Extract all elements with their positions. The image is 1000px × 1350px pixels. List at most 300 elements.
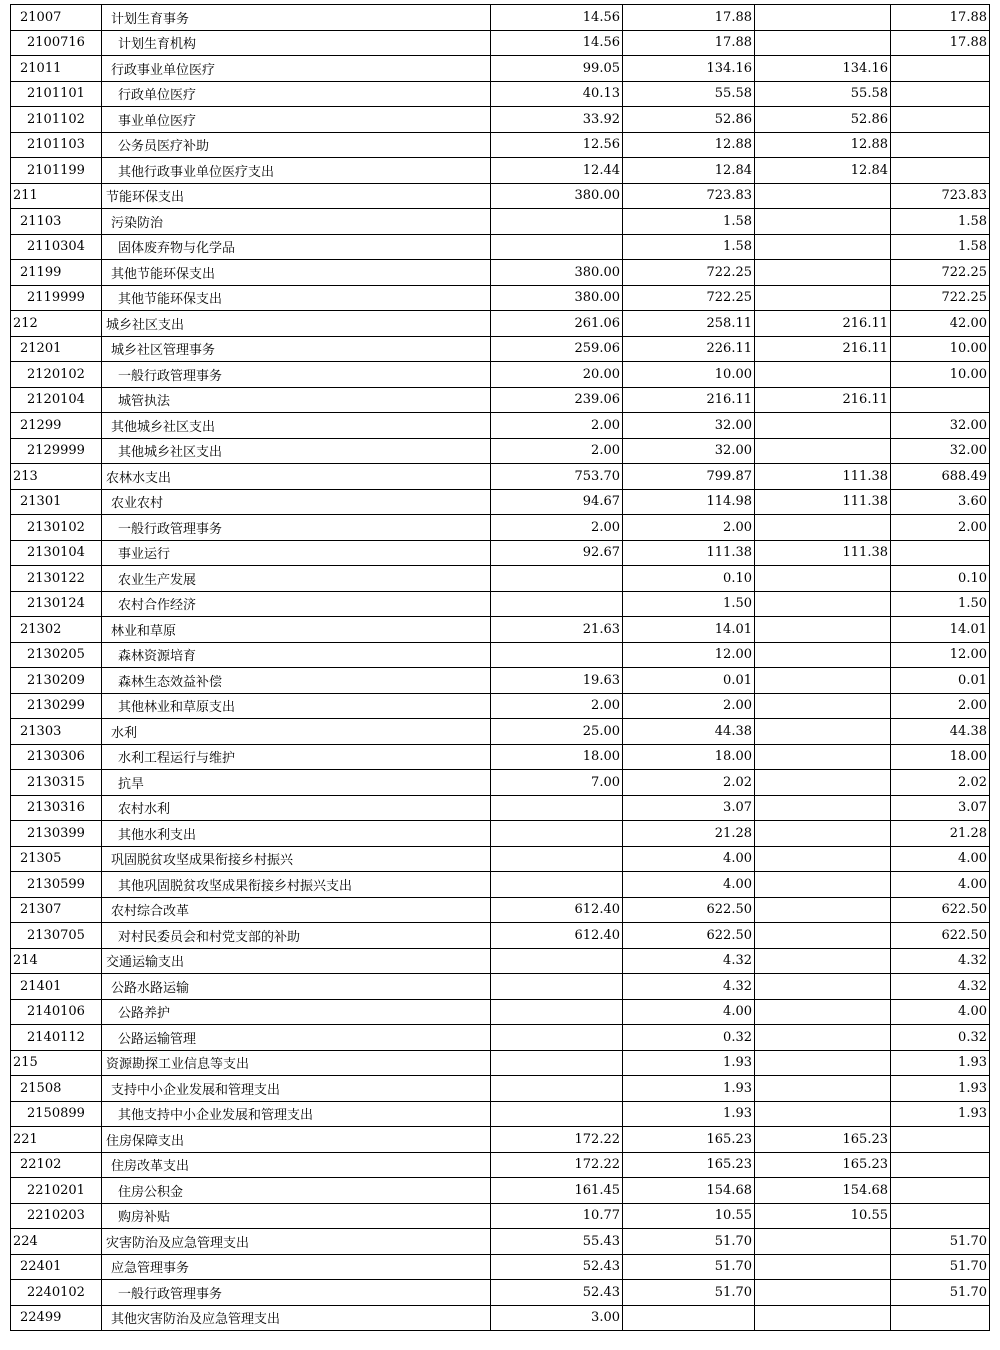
table-row [11, 515, 990, 541]
table-row [11, 183, 990, 209]
code-cell: 2100716 [11, 30, 102, 56]
item-name-cell: 抗旱 [102, 770, 491, 796]
code-cell: 22102 [11, 1152, 102, 1178]
project-expenditure-cell [891, 1178, 990, 1204]
item-name-cell: 农业生产发展 [102, 566, 491, 592]
table-row [11, 1152, 990, 1178]
table-row [11, 234, 990, 260]
basic-expenditure-cell [755, 209, 891, 235]
basic-expenditure-cell [755, 591, 891, 617]
basic-expenditure-cell: 10.55 [755, 1203, 891, 1229]
item-name-cell: 灾害防治及应急管理支出 [102, 1229, 491, 1255]
last-year-amount-cell [491, 566, 623, 592]
last-year-amount-cell [491, 1025, 623, 1051]
code-cell: 2150899 [11, 1101, 102, 1127]
table-row [11, 897, 990, 923]
code-cell: 22401 [11, 1254, 102, 1280]
basic-expenditure-cell [755, 362, 891, 388]
table-row [11, 770, 990, 796]
basic-expenditure-cell: 165.23 [755, 1152, 891, 1178]
table-row [11, 846, 990, 872]
basic-expenditure-cell [755, 693, 891, 719]
current-amount-cell: 17.88 [623, 5, 755, 31]
current-amount-cell: 17.88 [623, 30, 755, 56]
table-row [11, 489, 990, 515]
table-row [11, 1127, 990, 1153]
item-name-cell: 其他巩固脱贫攻坚成果衔接乡村振兴支出 [102, 872, 491, 898]
code-cell: 22499 [11, 1305, 102, 1331]
table-row [11, 438, 990, 464]
table-row [11, 974, 990, 1000]
current-amount-cell: 114.98 [623, 489, 755, 515]
current-amount-cell: 1.93 [623, 1076, 755, 1102]
basic-expenditure-cell [755, 234, 891, 260]
code-cell: 221 [11, 1127, 102, 1153]
current-amount-cell: 10.00 [623, 362, 755, 388]
last-year-amount-cell: 33.92 [491, 107, 623, 133]
code-cell: 21103 [11, 209, 102, 235]
code-cell: 2119999 [11, 285, 102, 311]
project-expenditure-cell: 723.83 [891, 183, 990, 209]
last-year-amount-cell: 261.06 [491, 311, 623, 337]
last-year-amount-cell [491, 974, 623, 1000]
basic-expenditure-cell: 111.38 [755, 540, 891, 566]
basic-expenditure-cell: 134.16 [755, 56, 891, 82]
item-name-cell: 公路养护 [102, 999, 491, 1025]
item-name-cell: 事业单位医疗 [102, 107, 491, 133]
basic-expenditure-cell [755, 438, 891, 464]
last-year-amount-cell: 172.22 [491, 1152, 623, 1178]
project-expenditure-cell: 4.32 [891, 974, 990, 1000]
table-row [11, 260, 990, 286]
basic-expenditure-cell: 165.23 [755, 1127, 891, 1153]
current-amount-cell: 1.93 [623, 1101, 755, 1127]
last-year-amount-cell [491, 846, 623, 872]
project-expenditure-cell: 51.70 [891, 1229, 990, 1255]
project-expenditure-cell: 2.00 [891, 515, 990, 541]
current-amount-cell: 12.84 [623, 158, 755, 184]
basic-expenditure-cell [755, 1254, 891, 1280]
last-year-amount-cell: 25.00 [491, 719, 623, 745]
table-row [11, 56, 990, 82]
code-cell: 21303 [11, 719, 102, 745]
last-year-amount-cell: 18.00 [491, 744, 623, 770]
item-name-cell: 城管执法 [102, 387, 491, 413]
last-year-amount-cell: 10.77 [491, 1203, 623, 1229]
project-expenditure-cell: 722.25 [891, 260, 990, 286]
last-year-amount-cell: 259.06 [491, 336, 623, 362]
table-row [11, 81, 990, 107]
item-name-cell: 水利工程运行与维护 [102, 744, 491, 770]
item-name-cell: 农业农村 [102, 489, 491, 515]
table-row [11, 362, 990, 388]
project-expenditure-cell: 51.70 [891, 1280, 990, 1306]
current-amount-cell: 4.00 [623, 872, 755, 898]
project-expenditure-cell [891, 158, 990, 184]
project-expenditure-cell: 18.00 [891, 744, 990, 770]
last-year-amount-cell: 12.56 [491, 132, 623, 158]
table-row [11, 566, 990, 592]
current-amount-cell: 18.00 [623, 744, 755, 770]
code-cell: 21305 [11, 846, 102, 872]
current-amount-cell: 4.00 [623, 846, 755, 872]
last-year-amount-cell: 52.43 [491, 1254, 623, 1280]
last-year-amount-cell: 14.56 [491, 5, 623, 31]
current-amount-cell: 226.11 [623, 336, 755, 362]
basic-expenditure-cell [755, 1076, 891, 1102]
current-amount-cell: 2.02 [623, 770, 755, 796]
code-cell: 2101199 [11, 158, 102, 184]
basic-expenditure-cell [755, 30, 891, 56]
last-year-amount-cell: 99.05 [491, 56, 623, 82]
project-expenditure-cell: 3.60 [891, 489, 990, 515]
last-year-amount-cell [491, 999, 623, 1025]
basic-expenditure-cell [755, 948, 891, 974]
code-cell: 2240102 [11, 1280, 102, 1306]
last-year-amount-cell [491, 1101, 623, 1127]
last-year-amount-cell [491, 642, 623, 668]
item-name-cell: 固体废弃物与化学品 [102, 234, 491, 260]
item-name-cell: 其他行政事业单位医疗支出 [102, 158, 491, 184]
code-cell: 21007 [11, 5, 102, 31]
last-year-amount-cell: 2.00 [491, 515, 623, 541]
current-amount-cell: 622.50 [623, 923, 755, 949]
project-expenditure-cell: 2.00 [891, 693, 990, 719]
current-amount-cell: 799.87 [623, 464, 755, 490]
code-cell: 2130315 [11, 770, 102, 796]
basic-expenditure-cell [755, 999, 891, 1025]
basic-expenditure-cell [755, 515, 891, 541]
project-expenditure-cell: 688.49 [891, 464, 990, 490]
item-name-cell: 污染防治 [102, 209, 491, 235]
project-expenditure-cell: 1.58 [891, 209, 990, 235]
table-row [11, 107, 990, 133]
code-cell: 2129999 [11, 438, 102, 464]
table-row [11, 948, 990, 974]
code-cell: 21508 [11, 1076, 102, 1102]
basic-expenditure-cell [755, 642, 891, 668]
code-cell: 2130306 [11, 744, 102, 770]
last-year-amount-cell [491, 821, 623, 847]
basic-expenditure-cell [755, 872, 891, 898]
current-amount-cell: 4.00 [623, 999, 755, 1025]
current-amount-cell: 216.11 [623, 387, 755, 413]
table-row [11, 591, 990, 617]
current-amount-cell: 0.01 [623, 668, 755, 694]
item-name-cell: 公务员医疗补助 [102, 132, 491, 158]
table-row [11, 617, 990, 643]
table-row [11, 1203, 990, 1229]
item-name-cell: 农林水支出 [102, 464, 491, 490]
basic-expenditure-cell: 12.88 [755, 132, 891, 158]
table-row [11, 132, 990, 158]
project-expenditure-cell: 42.00 [891, 311, 990, 337]
project-expenditure-cell: 32.00 [891, 413, 990, 439]
current-amount-cell: 154.68 [623, 1178, 755, 1204]
item-name-cell: 行政单位医疗 [102, 81, 491, 107]
last-year-amount-cell: 2.00 [491, 413, 623, 439]
basic-expenditure-cell: 216.11 [755, 311, 891, 337]
item-name-cell: 行政事业单位医疗 [102, 56, 491, 82]
basic-expenditure-cell [755, 923, 891, 949]
item-name-cell: 水利 [102, 719, 491, 745]
last-year-amount-cell [491, 795, 623, 821]
code-cell: 2120104 [11, 387, 102, 413]
current-amount-cell: 0.32 [623, 1025, 755, 1051]
project-expenditure-cell [891, 56, 990, 82]
basic-expenditure-cell [755, 846, 891, 872]
current-amount-cell: 32.00 [623, 413, 755, 439]
item-name-cell: 巩固脱贫攻坚成果衔接乡村振兴 [102, 846, 491, 872]
item-name-cell: 农村综合改革 [102, 897, 491, 923]
basic-expenditure-cell [755, 413, 891, 439]
item-name-cell: 计划生育事务 [102, 5, 491, 31]
project-expenditure-cell: 10.00 [891, 336, 990, 362]
last-year-amount-cell: 612.40 [491, 923, 623, 949]
code-cell: 21301 [11, 489, 102, 515]
current-amount-cell: 111.38 [623, 540, 755, 566]
code-cell: 2130122 [11, 566, 102, 592]
basic-expenditure-cell: 111.38 [755, 464, 891, 490]
table-row [11, 1229, 990, 1255]
code-cell: 21307 [11, 897, 102, 923]
last-year-amount-cell: 612.40 [491, 897, 623, 923]
table-row [11, 1076, 990, 1102]
project-expenditure-cell [891, 1305, 990, 1331]
basic-expenditure-cell [755, 1050, 891, 1076]
last-year-amount-cell: 753.70 [491, 464, 623, 490]
code-cell: 2130705 [11, 923, 102, 949]
table-row [11, 872, 990, 898]
code-cell: 2130316 [11, 795, 102, 821]
item-name-cell: 应急管理事务 [102, 1254, 491, 1280]
table-row [11, 1178, 990, 1204]
item-name-cell: 对村民委员会和村党支部的补助 [102, 923, 491, 949]
project-expenditure-cell: 3.07 [891, 795, 990, 821]
current-amount-cell: 10.55 [623, 1203, 755, 1229]
basic-expenditure-cell [755, 795, 891, 821]
code-cell: 2140112 [11, 1025, 102, 1051]
current-amount-cell: 723.83 [623, 183, 755, 209]
last-year-amount-cell: 19.63 [491, 668, 623, 694]
project-expenditure-cell [891, 132, 990, 158]
basic-expenditure-cell: 216.11 [755, 336, 891, 362]
basic-expenditure-cell [755, 1101, 891, 1127]
current-amount-cell: 134.16 [623, 56, 755, 82]
basic-expenditure-cell: 12.84 [755, 158, 891, 184]
project-expenditure-cell: 2.02 [891, 770, 990, 796]
project-expenditure-cell: 32.00 [891, 438, 990, 464]
last-year-amount-cell: 161.45 [491, 1178, 623, 1204]
project-expenditure-cell [891, 1127, 990, 1153]
basic-expenditure-cell [755, 285, 891, 311]
basic-expenditure-cell [755, 1025, 891, 1051]
item-name-cell: 城乡社区管理事务 [102, 336, 491, 362]
project-expenditure-cell: 51.70 [891, 1254, 990, 1280]
last-year-amount-cell: 7.00 [491, 770, 623, 796]
project-expenditure-cell [891, 1152, 990, 1178]
code-cell: 21401 [11, 974, 102, 1000]
last-year-amount-cell: 380.00 [491, 260, 623, 286]
project-expenditure-cell: 17.88 [891, 30, 990, 56]
item-name-cell: 其他灾害防治及应急管理支出 [102, 1305, 491, 1331]
item-name-cell: 住房公积金 [102, 1178, 491, 1204]
code-cell: 2101103 [11, 132, 102, 158]
current-amount-cell: 165.23 [623, 1127, 755, 1153]
last-year-amount-cell: 21.63 [491, 617, 623, 643]
item-name-cell: 一般行政管理事务 [102, 1280, 491, 1306]
code-cell: 2130104 [11, 540, 102, 566]
table-row [11, 719, 990, 745]
current-amount-cell: 258.11 [623, 311, 755, 337]
code-cell: 2130205 [11, 642, 102, 668]
project-expenditure-cell: 622.50 [891, 923, 990, 949]
basic-expenditure-cell [755, 719, 891, 745]
last-year-amount-cell: 3.00 [491, 1305, 623, 1331]
item-name-cell: 林业和草原 [102, 617, 491, 643]
project-expenditure-cell: 0.32 [891, 1025, 990, 1051]
item-name-cell: 森林生态效益补偿 [102, 668, 491, 694]
current-amount-cell: 12.00 [623, 642, 755, 668]
code-cell: 2130102 [11, 515, 102, 541]
item-name-cell: 一般行政管理事务 [102, 515, 491, 541]
last-year-amount-cell [491, 591, 623, 617]
code-cell: 2130399 [11, 821, 102, 847]
table-row [11, 795, 990, 821]
code-cell: 21299 [11, 413, 102, 439]
budget-expenditure-table [10, 4, 990, 1331]
item-name-cell: 购房补贴 [102, 1203, 491, 1229]
table-row [11, 1305, 990, 1331]
current-amount-cell: 55.58 [623, 81, 755, 107]
last-year-amount-cell: 52.43 [491, 1280, 623, 1306]
project-expenditure-cell: 14.01 [891, 617, 990, 643]
current-amount-cell: 622.50 [623, 897, 755, 923]
current-amount-cell: 14.01 [623, 617, 755, 643]
project-expenditure-cell: 4.00 [891, 872, 990, 898]
table-row [11, 336, 990, 362]
code-cell: 215 [11, 1050, 102, 1076]
current-amount-cell: 52.86 [623, 107, 755, 133]
basic-expenditure-cell: 111.38 [755, 489, 891, 515]
current-amount-cell: 51.70 [623, 1254, 755, 1280]
project-expenditure-cell [891, 1203, 990, 1229]
basic-expenditure-cell [755, 668, 891, 694]
current-amount-cell: 32.00 [623, 438, 755, 464]
table-row [11, 209, 990, 235]
basic-expenditure-cell: 216.11 [755, 387, 891, 413]
project-expenditure-cell: 1.58 [891, 234, 990, 260]
table-row [11, 1254, 990, 1280]
code-cell: 2130299 [11, 693, 102, 719]
code-cell: 21302 [11, 617, 102, 643]
table-row [11, 1280, 990, 1306]
current-amount-cell: 0.10 [623, 566, 755, 592]
basic-expenditure-cell [755, 770, 891, 796]
item-name-cell: 交通运输支出 [102, 948, 491, 974]
table-row [11, 285, 990, 311]
current-amount-cell: 722.25 [623, 260, 755, 286]
item-name-cell: 节能环保支出 [102, 183, 491, 209]
item-name-cell: 其他林业和草原支出 [102, 693, 491, 719]
project-expenditure-cell: 1.93 [891, 1101, 990, 1127]
item-name-cell: 农村合作经济 [102, 591, 491, 617]
table-row [11, 158, 990, 184]
basic-expenditure-cell [755, 5, 891, 31]
item-name-cell: 住房改革支出 [102, 1152, 491, 1178]
item-name-cell: 一般行政管理事务 [102, 362, 491, 388]
last-year-amount-cell: 172.22 [491, 1127, 623, 1153]
basic-expenditure-cell [755, 744, 891, 770]
last-year-amount-cell: 20.00 [491, 362, 623, 388]
current-amount-cell: 44.38 [623, 719, 755, 745]
basic-expenditure-cell: 52.86 [755, 107, 891, 133]
last-year-amount-cell: 380.00 [491, 285, 623, 311]
project-expenditure-cell: 0.10 [891, 566, 990, 592]
current-amount-cell [623, 1305, 755, 1331]
last-year-amount-cell: 55.43 [491, 1229, 623, 1255]
last-year-amount-cell: 239.06 [491, 387, 623, 413]
item-name-cell: 其他节能环保支出 [102, 285, 491, 311]
code-cell: 214 [11, 948, 102, 974]
basic-expenditure-cell [755, 617, 891, 643]
table-row [11, 642, 990, 668]
item-name-cell: 其他城乡社区支出 [102, 413, 491, 439]
last-year-amount-cell [491, 234, 623, 260]
project-expenditure-cell [891, 107, 990, 133]
project-expenditure-cell: 17.88 [891, 5, 990, 31]
project-expenditure-cell: 4.32 [891, 948, 990, 974]
code-cell: 21201 [11, 336, 102, 362]
last-year-amount-cell [491, 1076, 623, 1102]
item-name-cell: 其他支持中小企业发展和管理支出 [102, 1101, 491, 1127]
item-name-cell: 住房保障支出 [102, 1127, 491, 1153]
code-cell: 2130599 [11, 872, 102, 898]
basic-expenditure-cell: 55.58 [755, 81, 891, 107]
basic-expenditure-cell [755, 821, 891, 847]
code-cell: 2101101 [11, 81, 102, 107]
table-row [11, 30, 990, 56]
basic-expenditure-cell [755, 566, 891, 592]
last-year-amount-cell: 12.44 [491, 158, 623, 184]
table-row [11, 311, 990, 337]
current-amount-cell: 21.28 [623, 821, 755, 847]
table-row [11, 5, 990, 31]
table-row [11, 668, 990, 694]
current-amount-cell: 4.32 [623, 948, 755, 974]
project-expenditure-cell: 1.93 [891, 1076, 990, 1102]
current-amount-cell: 1.58 [623, 209, 755, 235]
item-name-cell: 公路运输管理 [102, 1025, 491, 1051]
project-expenditure-cell: 10.00 [891, 362, 990, 388]
basic-expenditure-cell [755, 260, 891, 286]
item-name-cell: 事业运行 [102, 540, 491, 566]
item-name-cell: 公路水路运输 [102, 974, 491, 1000]
item-name-cell: 资源勘探工业信息等支出 [102, 1050, 491, 1076]
current-amount-cell: 2.00 [623, 693, 755, 719]
current-amount-cell: 1.93 [623, 1050, 755, 1076]
item-name-cell: 农村水利 [102, 795, 491, 821]
code-cell: 2130124 [11, 591, 102, 617]
last-year-amount-cell [491, 948, 623, 974]
last-year-amount-cell [491, 209, 623, 235]
table-row [11, 413, 990, 439]
project-expenditure-cell [891, 387, 990, 413]
item-name-cell: 其他水利支出 [102, 821, 491, 847]
last-year-amount-cell: 380.00 [491, 183, 623, 209]
basic-expenditure-cell: 154.68 [755, 1178, 891, 1204]
project-expenditure-cell: 1.93 [891, 1050, 990, 1076]
